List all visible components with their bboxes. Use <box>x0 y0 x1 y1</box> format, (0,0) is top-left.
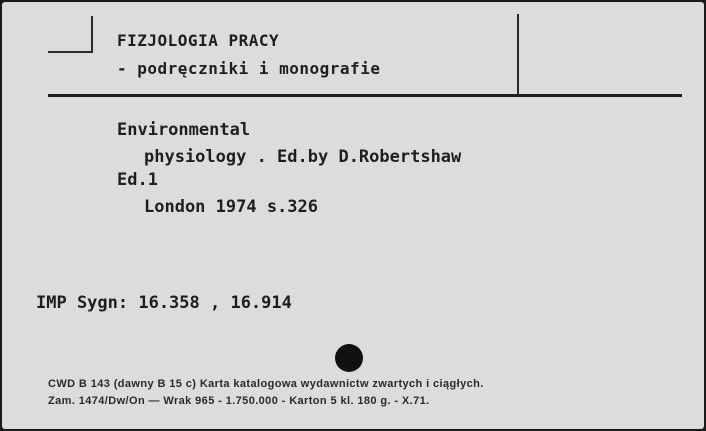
entry-title-line-1: Environmental <box>117 120 251 140</box>
corner-mark-horizontal <box>48 51 92 53</box>
call-number: IMP Sygn: 16.358 , 16.914 <box>36 293 292 313</box>
entry-edition: Ed.1 <box>117 170 158 190</box>
header-rule <box>48 94 682 97</box>
corner-mark-vertical <box>91 16 93 53</box>
entry-title-line-2: physiology . Ed.by D.Robertshaw <box>144 147 462 167</box>
header-divider-vertical <box>517 14 519 94</box>
subject-heading: FIZJOLOGIA PRACY <box>117 31 280 50</box>
catalog-card <box>2 2 704 429</box>
punch-hole <box>335 344 363 372</box>
printer-footer-line-1: CWD B 143 (dawny B 15 c) Karta katalogowa wydawnictw zwartych i ciągłych. <box>48 378 484 390</box>
subject-subheading: - podręczniki i monografie <box>117 59 381 78</box>
entry-imprint: London 1974 s.326 <box>144 197 318 217</box>
printer-footer-line-2: Zam. 1474/Dw/On — Wrak 965 - 1.750.000 - Karton 5 kl. 180 g. - X.71. <box>48 395 430 407</box>
